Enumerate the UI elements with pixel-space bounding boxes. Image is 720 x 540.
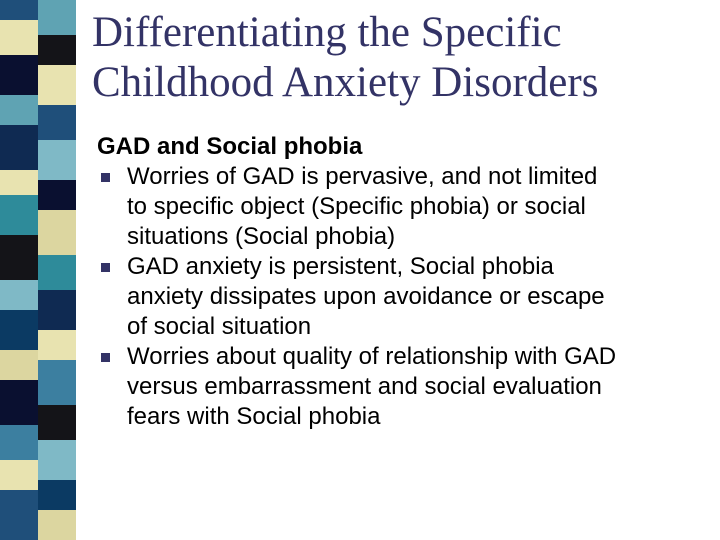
slide-title-line-2: Childhood Anxiety Disorders (92, 59, 599, 106)
bullet-2-line-3: of social situation (127, 313, 312, 340)
square-bullet-icon (101, 263, 110, 272)
bullet-3-line-2: versus embarrassment and social evaluation (127, 373, 602, 400)
bullet-list (97, 162, 707, 432)
bullet-1-line-3: situations (Social phobia) (127, 223, 396, 250)
bullet-3-line-1: Worries about quality of relationship with GAD (127, 343, 617, 370)
square-bullet-icon (101, 173, 110, 182)
bullet-item-1 (97, 162, 707, 252)
slide-title (92, 8, 702, 108)
bullet-item-3 (97, 342, 707, 432)
slide-body (97, 132, 707, 432)
bullet-1-line-1: Worries of GAD is pervasive, and not limited (127, 163, 598, 190)
bullet-2-line-1: GAD anxiety is persistent, Social phobia (127, 253, 554, 280)
bullet-item-2 (97, 252, 707, 342)
decorative-stripe-bar (0, 0, 76, 540)
square-bullet-icon (101, 353, 110, 362)
slide-subheading: GAD and Social phobia (97, 133, 363, 160)
bullet-3-line-3: fears with Social phobia (127, 403, 381, 430)
bullet-2-line-2: anxiety dissipates upon avoidance or escape (127, 283, 605, 310)
slide-title-line-1: Differentiating the Specific (92, 9, 562, 56)
bullet-1-line-2: to specific object (Specific phobia) or social (127, 193, 586, 220)
